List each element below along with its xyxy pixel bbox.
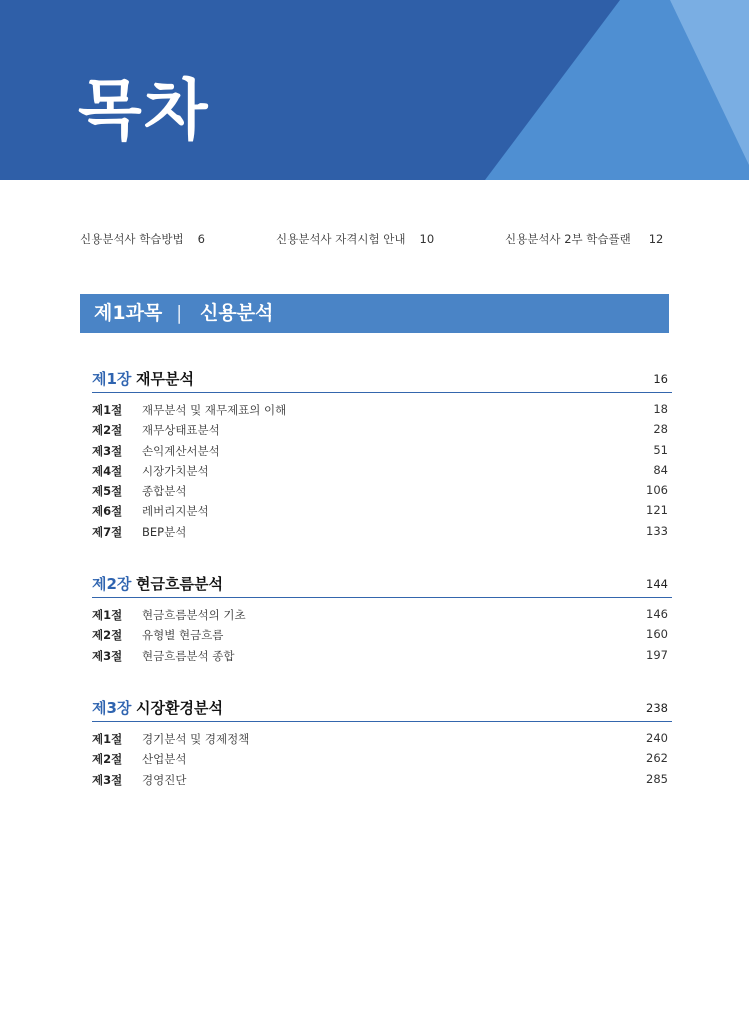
section-title: BEP분석: [142, 524, 187, 539]
section-row[interactable]: [92, 442, 672, 462]
header-banner: [0, 0, 749, 180]
section-title: 현금흐름분석의 기초: [142, 608, 246, 622]
section-number: 제1절: [92, 732, 123, 746]
section-page: 197: [646, 647, 668, 662]
section-row[interactable]: [92, 771, 672, 791]
chapter-page: 144: [646, 577, 668, 591]
chapter-title: 재무분석: [136, 370, 194, 388]
section-page: 106: [646, 483, 668, 498]
page-title: 목차: [78, 72, 210, 149]
section-list: [92, 730, 672, 791]
section-number: 제3절: [92, 772, 123, 787]
section-title: 재무상태표분석: [142, 423, 220, 438]
section-number: 제7절: [92, 524, 123, 539]
chapter-page: 238: [646, 701, 668, 715]
chapter-heading[interactable]: [92, 697, 672, 722]
section-page: 121: [646, 503, 668, 518]
section-number: 제2절: [92, 752, 123, 767]
intro-links: [80, 231, 670, 247]
section-title: 경기분석 및 경제정책: [142, 732, 250, 746]
intro-link-label: 신용분석사 학습방법: [80, 232, 184, 246]
section-title: 유형별 현금흐름: [142, 628, 224, 643]
section-page: 18: [653, 402, 668, 416]
chapter-title: 시장환경분석: [136, 699, 223, 717]
chapter-heading[interactable]: [92, 368, 672, 393]
section-number: 제1절: [92, 403, 123, 417]
section-page: 160: [646, 627, 668, 642]
intro-link-page: 6: [197, 232, 205, 246]
section-number: 제4절: [92, 463, 123, 478]
section-row[interactable]: [92, 482, 672, 502]
section-title: 레버리지분석: [142, 504, 209, 519]
chapter-number: 제1장: [92, 370, 132, 388]
section-title: 재무분석 및 재무제표의 이해: [142, 403, 287, 417]
section-row[interactable]: [92, 421, 672, 441]
section-number: 제5절: [92, 484, 123, 499]
section-number: 제2절: [92, 628, 123, 643]
section-number: 제3절: [92, 443, 123, 458]
section-title: 시장가치분석: [142, 463, 209, 478]
chapter-page: 16: [653, 372, 668, 386]
subject-bar: [80, 294, 669, 333]
section-row[interactable]: [92, 606, 672, 626]
intro-link-label: 신용분석사 2부 학습플랜: [505, 232, 631, 246]
section-row[interactable]: [92, 730, 672, 750]
section-row[interactable]: [92, 523, 672, 543]
section-page: 133: [646, 523, 668, 538]
section-page: 285: [646, 771, 668, 786]
intro-link-page: 12: [648, 232, 664, 246]
intro-link-page: 10: [419, 232, 435, 246]
section-page: 84: [653, 462, 668, 477]
section-title: 종합분석: [142, 484, 187, 499]
section-page: 262: [646, 751, 668, 766]
intro-link-study-plan[interactable]: [505, 231, 663, 247]
section-number: 제1절: [92, 608, 123, 622]
chapter-title: 현금흐름분석: [136, 575, 223, 593]
chapter-2: [92, 573, 672, 667]
section-row[interactable]: [92, 750, 672, 770]
section-row[interactable]: [92, 502, 672, 522]
section-title: 현금흐름분석 종합: [142, 648, 235, 663]
section-title: 손익계산서분석: [142, 443, 220, 458]
section-page: 28: [653, 422, 668, 437]
section-title: 경영진단: [142, 772, 187, 787]
section-number: 제2절: [92, 423, 123, 438]
section-page: 51: [653, 442, 668, 457]
chapter-1: [92, 368, 672, 543]
section-row[interactable]: [92, 401, 672, 421]
section-page: 146: [646, 607, 668, 621]
section-page: 240: [646, 731, 668, 745]
section-list: [92, 606, 672, 667]
intro-link-exam-guide[interactable]: [276, 231, 434, 247]
chapter-heading[interactable]: [92, 573, 672, 598]
section-row[interactable]: [92, 647, 672, 667]
subject-name: 신용분석: [200, 302, 274, 324]
section-number: 제6절: [92, 504, 123, 519]
section-list: [92, 401, 672, 543]
subject-separator: |: [176, 302, 183, 324]
subject-number: 제1과목: [94, 302, 163, 324]
section-row[interactable]: [92, 626, 672, 646]
chapter-3: [92, 697, 672, 791]
chapter-number: 제3장: [92, 699, 132, 717]
intro-link-label: 신용분석사 자격시험 안내: [276, 232, 406, 246]
section-title: 산업분석: [142, 752, 187, 767]
section-number: 제3절: [92, 648, 123, 663]
chapter-number: 제2장: [92, 575, 132, 593]
section-row[interactable]: [92, 462, 672, 482]
intro-link-study-method[interactable]: [80, 231, 205, 247]
